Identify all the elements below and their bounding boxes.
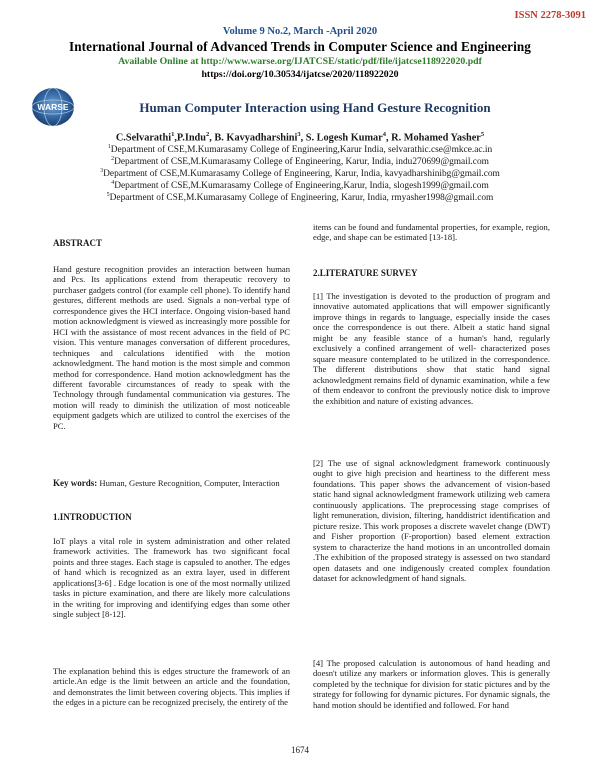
author-sup: 4 <box>382 131 386 138</box>
affiliation-sup: 2 <box>111 156 115 162</box>
introduction-paragraph-1: IoT plays a vital role in system administration and other related framework activities. The framework has two significant focal points and three stages. Each stage is capsuled to another. The edges of hand which is recognized as an extra layer, used in different applications[3-6] . Edge location is one of the most normally utilized tasks in picture examination, and there are likely more calculations in the writing for improving and identifying edges than some other single subject [8-12]. <box>53 536 290 620</box>
affiliation-text: Department of CSE,M.Kumarasamy College of Engineering, Karur, India, kavyadharshinibg@gmail.com <box>103 169 500 180</box>
journal-name: International Journal of Advanced Trends in Computer Science and Engineering <box>68 39 531 54</box>
affiliation-line <box>0 156 600 167</box>
issn-label: ISSN 2278-3091 <box>514 10 586 21</box>
literature-paragraph-3: [4] The proposed calculation is autonomous of hand heading and doesn't utilize any markers or information gloves. This is generally completed by the technique for division for static pictures and by the strategy for following for dynamic pictures. For dynamic signals, the hand motion should be identified and followed. For hand <box>313 658 550 710</box>
literature-paragraph-2: [2] The use of signal acknowledgment framework continuously ought to give high precision and heartiness to the different mess foundations. This paper shows the advancement of vision-based static hand signal acknowledgment framework utilizing web camera continuously applications. The preprocessing stage comprises of light remuneration, division, filtering, handdistrict identification and picture resize. This work proposes a discrete wavelet change (DWT) and Fisher proportion (F-proportion) based element extraction system to characterize the hand motions in an uncontrolled domain .The exhibition of the proposed strategy is assessed on two standard open datasets and one indigenously created complex foundation dataset for acknowledgment of hand signals. <box>313 458 550 583</box>
author-list <box>0 131 600 143</box>
affiliation-sup: 1 <box>107 144 111 150</box>
continuation-text: items can be found and fundamental properties, for example, region, edge, and shape can be estimated [13-18]. <box>313 222 550 243</box>
affiliation-text: Department of CSE,M.Kumarasamy College of Engineering, Karur, India, indu270699@gmail.com <box>114 157 489 168</box>
author-sup: 5 <box>480 131 485 138</box>
author-sup: 1 <box>171 131 175 138</box>
author-sup: 3 <box>297 131 301 138</box>
keywords-text: Human, Gesture Recognition, Computer, Interaction <box>97 478 280 488</box>
introduction-paragraph-2: The explanation behind this is edges structure the framework of an article.An edge is the limit between an article and the foundation, and demonstrates the limit between covering objects. This implies if the edges in a picture can be recognized precisely, the entirety of the <box>53 666 290 708</box>
abstract-heading: ABSTRACT <box>53 238 103 248</box>
author-name: , S. Logesh Kumar <box>300 132 383 144</box>
affiliation-sup: 4 <box>111 180 115 186</box>
affiliation-sup: 3 <box>100 168 104 174</box>
affiliation-text: Department of CSE,M.Kumarasamy College of Engineering,Karur India, selvarathic.cse@mkce.ac.in <box>110 145 493 156</box>
affiliation-line <box>0 144 600 155</box>
page-number: 1674 <box>291 745 309 755</box>
paper-title: Human Computer Interaction using Hand Gesture Recognition <box>139 100 491 115</box>
affiliation-line <box>0 168 600 179</box>
literature-heading: 2.LITERATURE SURVEY <box>313 268 418 278</box>
author-sup: 2 <box>206 131 210 138</box>
affiliation-text: Department of CSE,M.Kumarasamy College of Engineering,Karur, India, slogesh1999@gmail.com <box>114 181 489 192</box>
author-name: C.Selvarathi <box>115 132 172 144</box>
affiliation-line <box>0 180 600 191</box>
keywords-label: Key words: <box>53 478 98 488</box>
affiliation-line <box>0 192 600 203</box>
affiliation-sup: 5 <box>106 192 110 198</box>
introduction-heading: 1.INTRODUCTION <box>53 512 132 522</box>
abstract-text: Hand gesture recognition provides an interaction between human and Pcs. Its applications extend from therapeutic recovery to purchaser gadgets control (for example cell phone). To identify hand gestures, different methods are used. Signals a non-verbal type of correspondence gives the HCI interface. Ongoing vision-based hand motion acknowledgment is viewed as increasingly more possible for HCI with the assistance of most recent advances in the field of PC vision. This venture manages conversation of different procedures, techniques and calculations identified with the motion acknowledgment. The hand motion is the most simple and common method for correspondence. Hand motion acknowledgment has the different favorable circumstances of ready to speak with the Technology through fundamental communication via gestures. The motion will ready to diminish the utilization of most noticeable equipment gadgets which are utilized to control the exercises of the PC. <box>53 264 290 431</box>
literature-paragraph-1: [1] The investigation is devoted to the production of program and innovative automated applications that will empower significantly improve things in regards to language, especially inside the cases once the correspondence is out there. Albeit a static hand signal might be any feasible stance of a human's hand, regularly exclusively a confined arrangement of well- characterized poses square measure contemplated to be utilized in the correspondence. The different distributions show that static hand signal acknowledgment remains field of dynamic examination, while a few of them endeavor to confront the previously notice disk to improve the exhibition and nature of existing advances. <box>313 291 550 406</box>
warse-logo-icon <box>30 86 76 128</box>
volume-line: Volume 9 No.2, March -April 2020 <box>222 26 378 37</box>
keywords <box>53 478 290 488</box>
author-name: , B. Kavyadharshini <box>209 132 298 144</box>
author-name: ,P.Indu <box>174 132 207 144</box>
logo-text: WARSE <box>37 102 69 112</box>
affiliation-text: Department of CSE,M.Kumarasamy College of Engineering, Karur, India, rmyasher1998@gmail.com <box>109 193 494 204</box>
available-online-link[interactable]: Available Online at http://www.warse.org/IJATCSE/static/pdf/file/ijatcse118922020.pdf <box>118 56 482 67</box>
author-name: , R. Mohamed Yasher <box>386 132 481 144</box>
doi-link[interactable]: https://doi.org/10.30534/ijatcse/2020/118922020 <box>201 69 399 80</box>
